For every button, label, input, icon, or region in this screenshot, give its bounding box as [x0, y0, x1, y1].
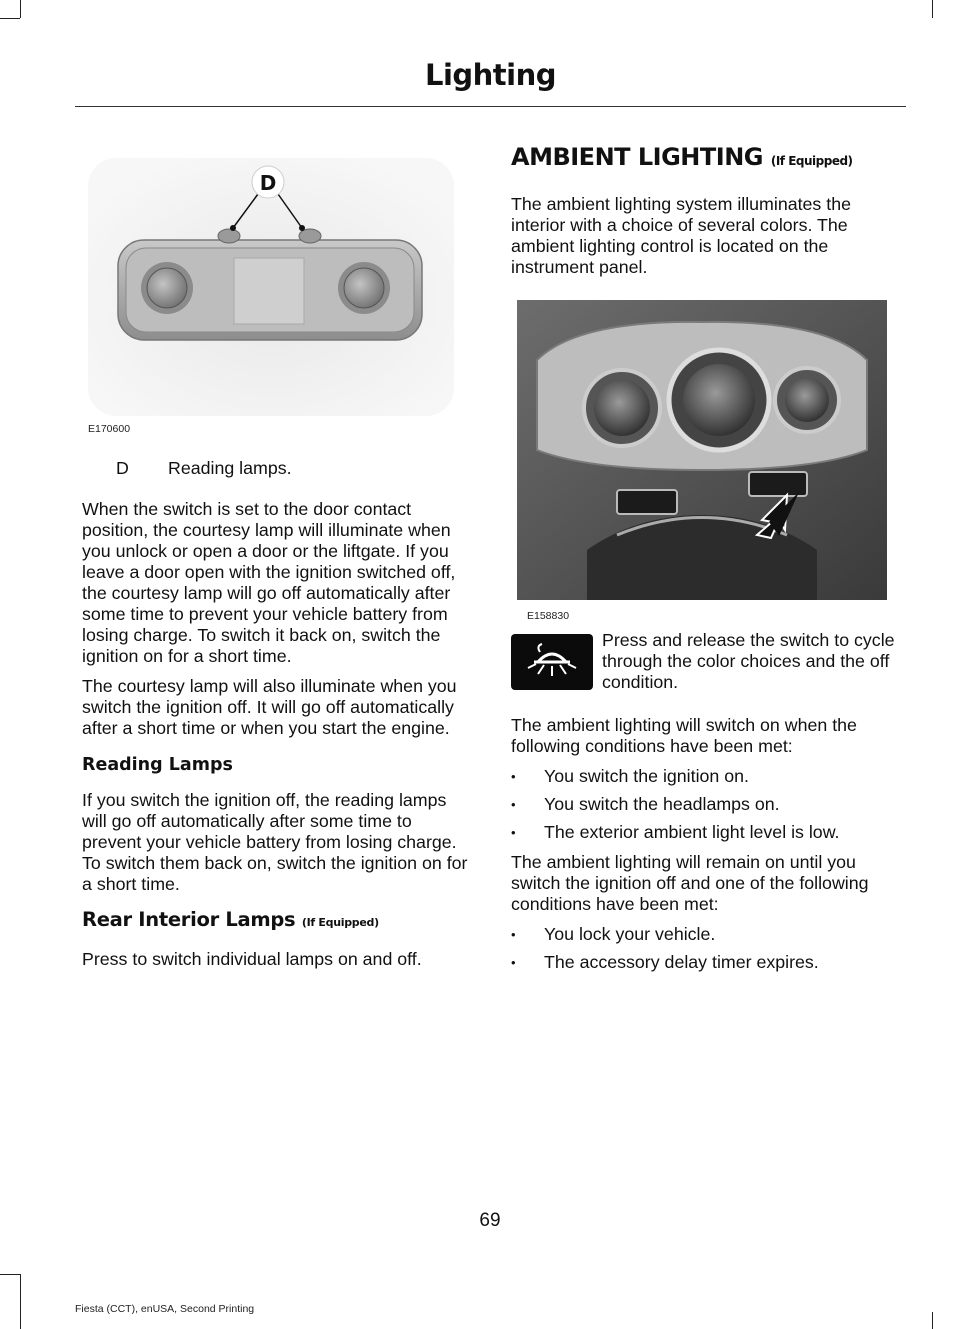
conditions-list [511, 766, 903, 843]
figure-code: E170600 [88, 423, 131, 435]
paragraph: The courtesy lamp will also illuminate when you switch the ignition off. It will go off automatically after a short time or when you start the engine. [82, 676, 457, 738]
instrument-panel-illustration [517, 300, 887, 600]
left-column [82, 150, 472, 979]
legend-key: D [116, 458, 129, 478]
reading-lamps-figure [82, 150, 472, 440]
section-heading [511, 143, 903, 172]
paragraph: The ambient lighting system illuminates the interior with a choice of several colors. The ambient lighting control is located on the instrument panel. [511, 194, 851, 277]
conditions-list [511, 924, 903, 973]
page-number: 69 [479, 1210, 501, 1231]
figure-code: E158830 [527, 610, 570, 622]
list-item: • The exterior ambient light level is low. [511, 822, 903, 843]
paragraph: The ambient lighting will remain on until you switch the ignition off and one of the following conditions have been met: [511, 852, 869, 914]
crop-mark [20, 0, 21, 18]
paragraph: Press to switch individual lamps on and off. [82, 949, 422, 969]
crop-mark [0, 1274, 20, 1275]
list-item: • You lock your vehicle. [511, 924, 903, 945]
right-column [511, 143, 903, 982]
page-title: Lighting [424, 58, 557, 92]
section-heading-text: AMBIENT LIGHTING [511, 143, 763, 171]
subheading-rear-interior-lamps [82, 909, 472, 933]
subheading-reading-lamps: Reading Lamps [82, 755, 233, 775]
ambient-light-icon [511, 634, 593, 690]
if-equipped-note: (If Equipped) [770, 154, 853, 168]
list-item: • You switch the headlamps on. [511, 794, 903, 815]
callout-d: D [259, 171, 277, 195]
subheading-text: Rear Interior Lamps [82, 908, 296, 931]
overhead-console-illustration [82, 150, 462, 420]
crop-mark [20, 1274, 21, 1329]
icon-instruction-text: Press and release the switch to cycle through the color choices and the off condition. [602, 630, 895, 692]
list-item: • You switch the ignition on. [511, 766, 903, 787]
legend-row [82, 458, 472, 479]
header-divider [75, 106, 906, 107]
crop-mark [932, 1312, 933, 1329]
crop-mark [932, 0, 933, 18]
paragraph: If you switch the ignition off, the reading lamps will go off automatically after some time to prevent your vehicle battery from losing charge. To switch them back on, switch the ignition on for a short time. [82, 790, 468, 894]
if-equipped-note: (If Equipped) [301, 916, 379, 929]
paragraph: The ambient lighting will switch on when the following conditions have been met: [511, 715, 857, 756]
instrument-panel-figure [511, 300, 903, 630]
paragraph: When the switch is set to the door contact position, the courtesy lamp will illuminate when you unlock or open a door or the liftgate. If you leave a door open with the ignition switched off, the courtesy lamp will go off automatically after some time to prevent your vehicle battery from losing charge. To switch it back on, switch the ignition on for a short time. [82, 499, 456, 666]
legend-text: Reading lamps. [168, 458, 292, 478]
crop-mark [0, 18, 20, 19]
list-item: • The accessory delay timer expires. [511, 952, 903, 973]
icon-instruction-row [511, 630, 903, 693]
footer-printing: Fiesta (CCT), enUSA, Second Printing [75, 1303, 255, 1315]
